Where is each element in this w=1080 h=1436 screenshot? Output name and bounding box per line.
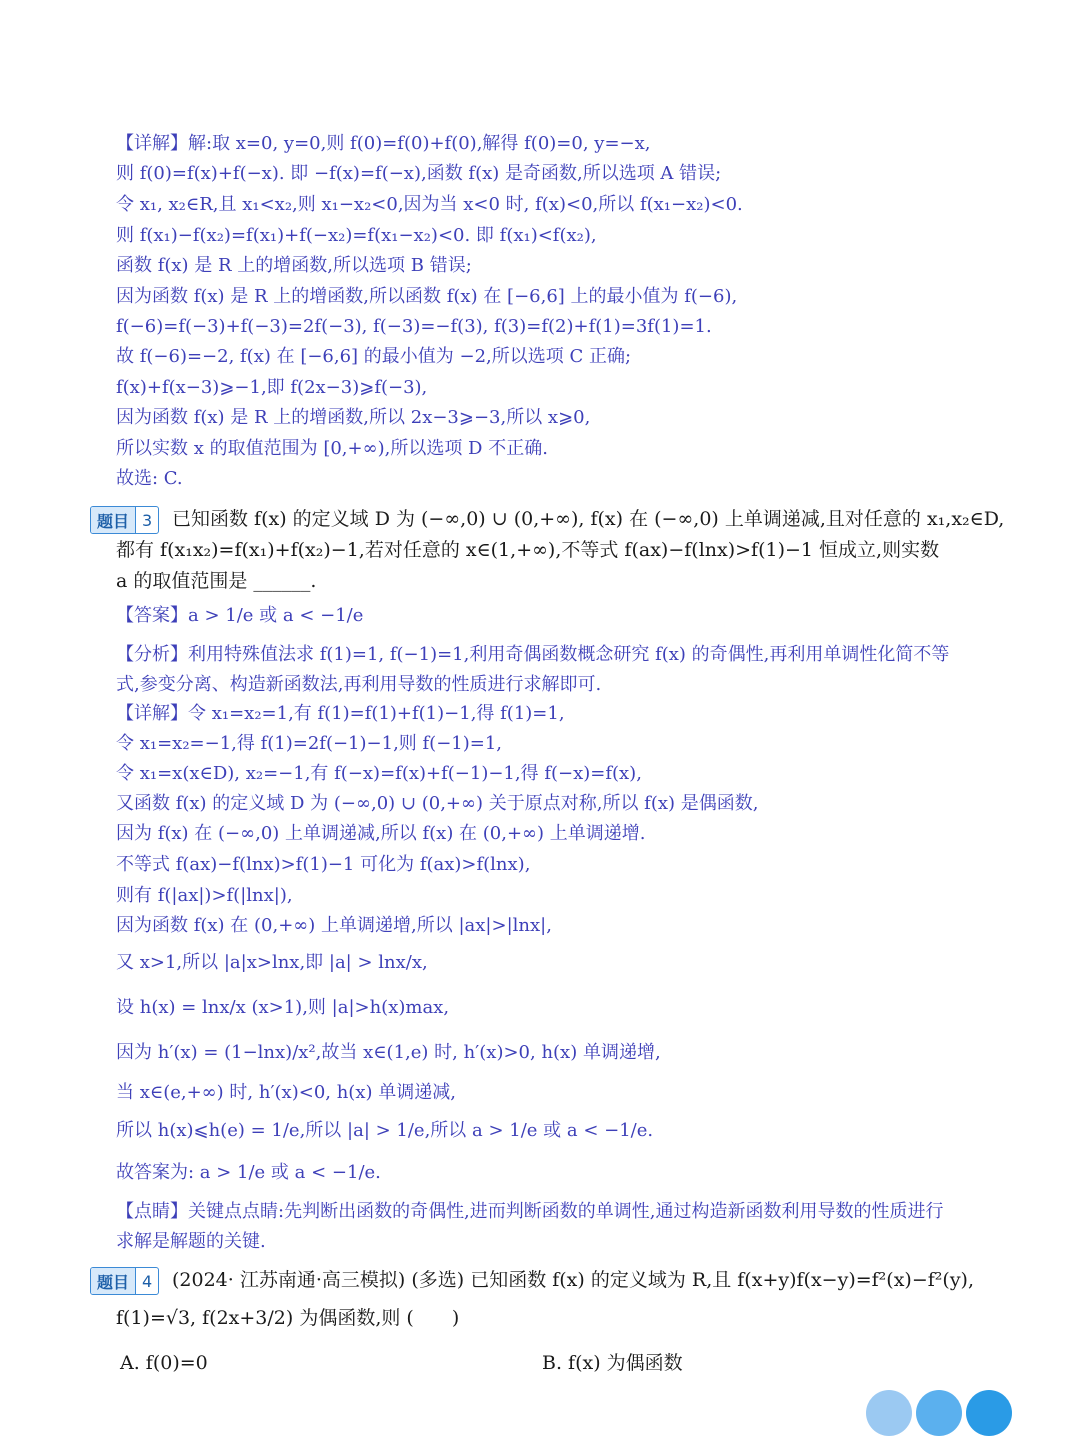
detail-line: 不等式 f(ax)−f(lnx)>f(1)−1 可化为 f(ax)>f(lnx), [116, 854, 531, 875]
detail-line: 令 x₁=x(x∈D), x₂=−1,有 f(−x)=f(x)+f(−1)−1,得 f(−x)=f(x), [116, 763, 642, 784]
question-tag [90, 1267, 159, 1295]
detail-line: 则有 f(|ax|)>f(|lnx|), [116, 885, 293, 906]
detail-line: 因为 h′(x) = (1−lnx)/x²,故当 x∈(1,e) 时, h′(x)>0, h(x) 单调递增, [116, 1042, 661, 1063]
question-text: 已知函数 f(x) 的定义域 D 为 (−∞,0) ∪ (0,+∞), f(x) 在 (−∞,0) 上单调递减,且对任意的 x₁,x₂∈D, [172, 508, 1005, 530]
solution-line: 所以实数 x 的取值范围为 [0,+∞),所以选项 D 不正确. [116, 438, 548, 459]
comment-line: 求解是解题的关键. [116, 1231, 266, 1252]
decorative-circle [966, 1390, 1012, 1436]
detail-line: 当 x∈(e,+∞) 时, h′(x)<0, h(x) 单调递减, [116, 1082, 456, 1103]
question-tag-number: 3 [135, 507, 158, 533]
detail-line: 又 x>1,所以 |a|x>lnx,即 |a| > lnx/x, [116, 952, 428, 973]
detail-line: 所以 h(x)⩽h(e) = 1/e,所以 |a| > 1/e,所以 a > 1/e 或 a < −1/e. [116, 1120, 654, 1141]
detail-line: 故答案为: a > 1/e 或 a < −1/e. [116, 1162, 381, 1183]
comment-line: 【点睛】关键点点睛:先判断出函数的奇偶性,进而判断函数的单调性,通过构造新函数利用导数的性质进行 [116, 1201, 944, 1222]
solution-line: 令 x₁, x₂∈R,且 x₁<x₂,则 x₁−x₂<0,因为当 x<0 时, f(x)<0,所以 f(x₁−x₂)<0. [116, 194, 743, 215]
solution-line: f(−6)=f(−3)+f(−3)=2f(−3), f(−3)=−f(3), f(3)=f(2)+f(1)=3f(1)=1. [116, 316, 712, 337]
analysis-line: 式,参变分离、构造新函数法,再利用导数的性质进行求解即可. [116, 674, 602, 695]
solution-line: 故选: C. [116, 468, 183, 489]
solution-line: 因为函数 f(x) 是 R 上的增函数,所以 2x−3⩾−3,所以 x⩾0, [116, 407, 591, 428]
detail-line: 令 x₁=x₂=−1,得 f(1)=2f(−1)−1,则 f(−1)=1, [116, 733, 503, 754]
question-text: f(1)=√3, f(2x+3/2) 为偶函数,则 ( ) [116, 1307, 460, 1329]
solution-line: 故 f(−6)=−2, f(x) 在 [−6,6] 的最小值为 −2,所以选项 C 正确; [116, 346, 632, 367]
option-b: B. f(x) 为偶函数 [542, 1352, 683, 1374]
question-text: (2024· 江苏南通·高三模拟) (多选) 已知函数 f(x) 的定义域为 R,且 f(x+y)f(x−y)=f²(x)−f²(y), [172, 1269, 975, 1291]
solution-line: f(x)+f(x−3)⩾−1,即 f(2x−3)⩾f(−3), [116, 377, 428, 398]
solution-line: 函数 f(x) 是 R 上的增函数,所以选项 B 错误; [116, 255, 472, 276]
question-tag-label: 题目 [91, 507, 135, 533]
question-tag-number: 4 [135, 1268, 158, 1294]
question-text: 都有 f(x₁x₂)=f(x₁)+f(x₂)−1,若对任意的 x∈(1,+∞),不等式 f(ax)−f(lnx)>f(1)−1 恒成立,则实数 [116, 539, 940, 561]
solution-line: 【详解】解:取 x=0, y=0,则 f(0)=f(0)+f(0),解得 f(0)=0, y=−x, [116, 133, 651, 154]
option-a: A. f(0)=0 [120, 1352, 208, 1374]
detail-line: 设 h(x) = lnx/x (x>1),则 |a|>h(x)max, [116, 997, 450, 1018]
solution-line: 因为函数 f(x) 是 R 上的增函数,所以函数 f(x) 在 [−6,6] 上的最小值为 f(−6), [116, 286, 738, 307]
detail-line: 【详解】令 x₁=x₂=1,有 f(1)=f(1)+f(1)−1,得 f(1)=1, [116, 703, 565, 724]
solution-line: 则 f(0)=f(x)+f(−x). 即 −f(x)=f(−x),函数 f(x) 是奇函数,所以选项 A 错误; [116, 163, 722, 184]
question-tag-label: 题目 [91, 1268, 135, 1294]
detail-line: 因为函数 f(x) 在 (0,+∞) 上单调递增,所以 |ax|>|lnx|, [116, 915, 552, 936]
question-text: a 的取值范围是 ______. [116, 570, 317, 592]
detail-line: 又函数 f(x) 的定义域 D 为 (−∞,0) ∪ (0,+∞) 关于原点对称,所以 f(x) 是偶函数, [116, 793, 759, 814]
decorative-circle [866, 1390, 912, 1436]
question-tag [90, 506, 159, 534]
answer-line: 【答案】a > 1/e 或 a < −1/e [116, 605, 364, 626]
decorative-circle [916, 1390, 962, 1436]
solution-line: 则 f(x₁)−f(x₂)=f(x₁)+f(−x₂)=f(x₁−x₂)<0. 即 f(x₁)<f(x₂), [116, 225, 597, 246]
analysis-line: 【分析】利用特殊值法求 f(1)=1, f(−1)=1,利用奇偶函数概念研究 f(x) 的奇偶性,再利用单调性化简不等 [116, 644, 950, 665]
detail-line: 因为 f(x) 在 (−∞,0) 上单调递减,所以 f(x) 在 (0,+∞) 上单调递增. [116, 823, 646, 844]
